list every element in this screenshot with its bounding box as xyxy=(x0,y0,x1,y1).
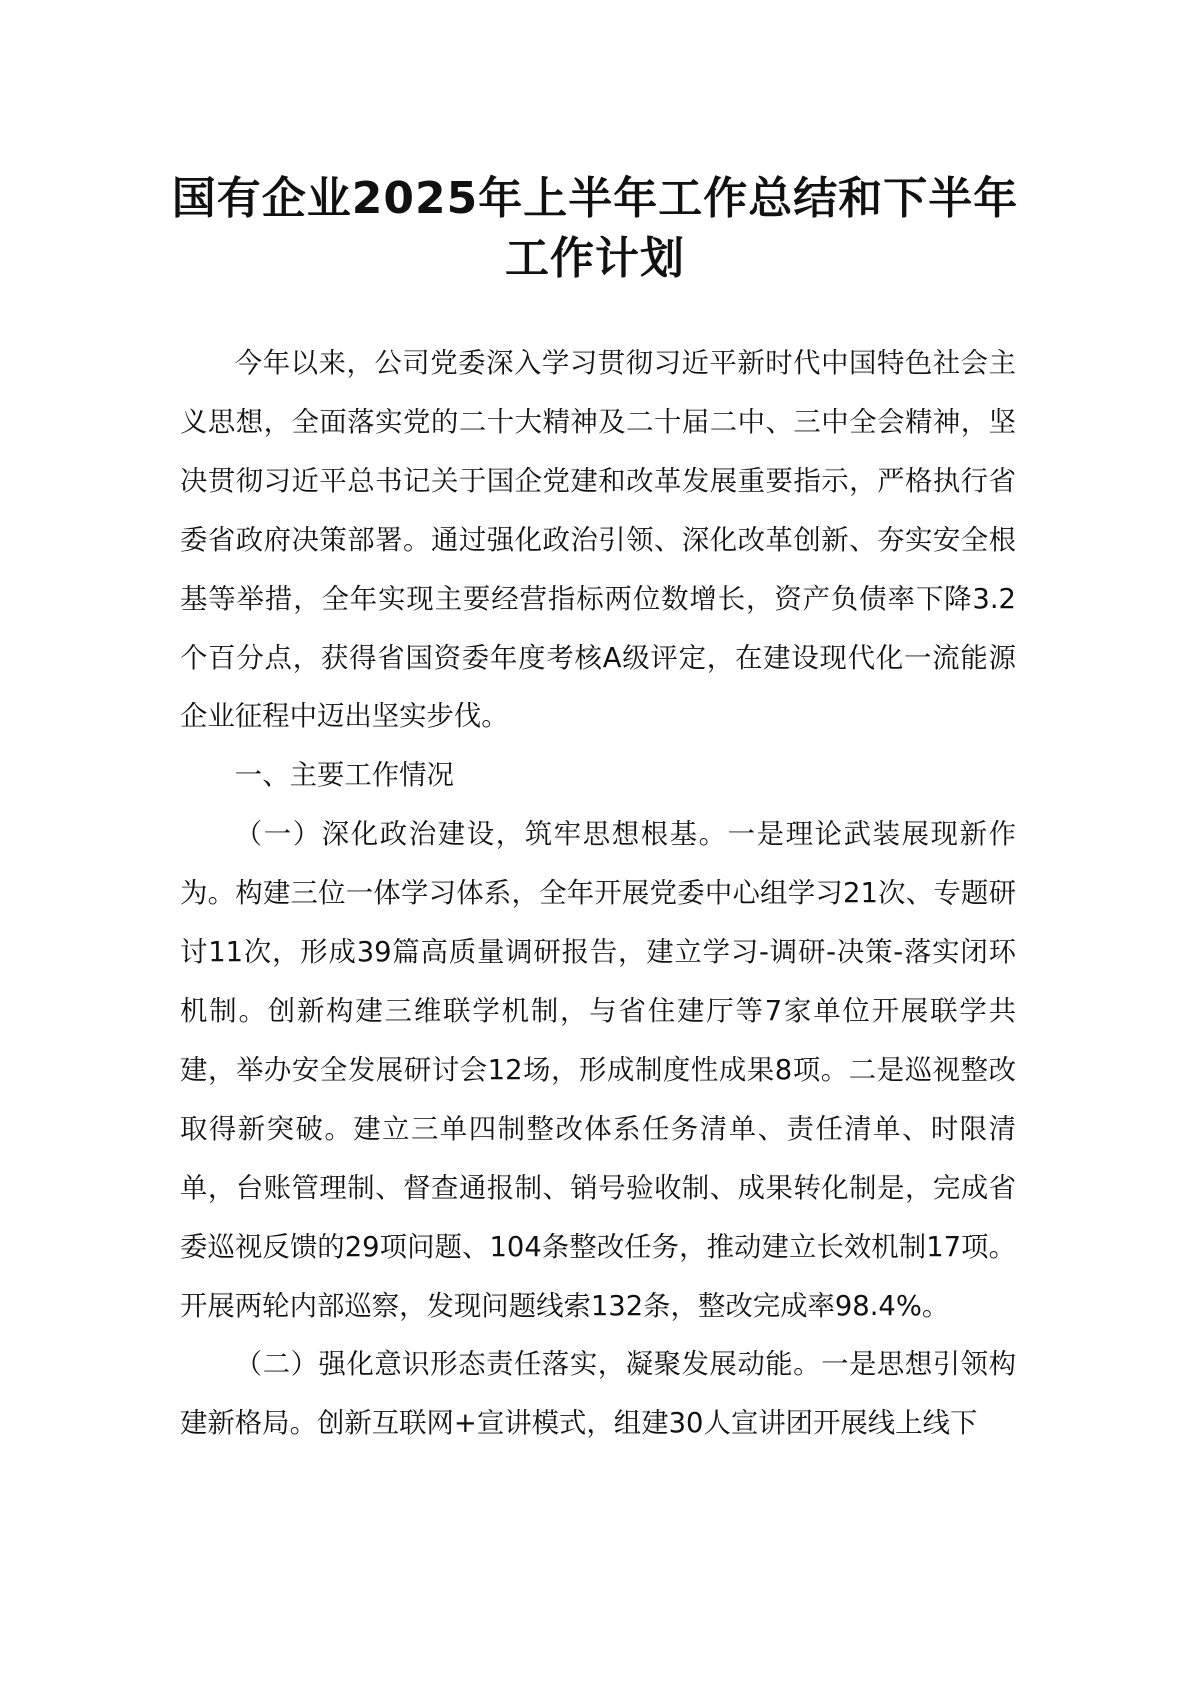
title-line-1: 国有企业2025年上半年工作总结和下半年 xyxy=(171,173,1019,225)
subsection-ideology-responsibility: （二）强化意识形态责任落实，凝聚发展动能。一是思想引领构建新格局。创新互联网+宣讲模式，组建30人宣讲团开展线上线下 xyxy=(180,1349,1016,1440)
subsection-political-building: （一）深化政治建设，筑牢思想根基。一是理论武装展现新作为。构建三位一体学习体系，全年开展党委中心组学习21次、专题研讨11次，形成39篇高质量调研报告，建立学习-调研-决策-落实闭环机制。创新构建三维联学机制，与省住建厅等7家单位开展联学共建，举办安全发展研讨会12场，形成制度性成果8项。二是巡视整改取得新突破。建立三单四制整改体系任务清单、责任清单、时限清单，台账管理制、督查通报制、销号验收制、成果转化制是，完成省委巡视反馈的29项问题、104条整改任务，推动建立长效机制17项。开展两轮内部巡察，发现问题线索132条，整改完成率98.4%。 xyxy=(180,819,1016,1322)
document-title xyxy=(150,169,1040,289)
document-body xyxy=(180,335,1016,1454)
intro-paragraph: 今年以来，公司党委深入学习贯彻习近平新时代中国特色社会主义思想，全面落实党的二十大精神及二十届二中、三中全会精神，坚决贯彻习近平总书记关于国企党建和改革发展重要指示，严格执行省委省政府决策部署。通过强化政治引领、深化改革创新、夯实安全根基等举措，全年实现主要经营指标两位数增长，资产负债率下降3.2个百分点，获得省国资委年度考核A级评定，在建设现代化一流能源企业征程中迈出坚实步伐。 xyxy=(180,348,1016,733)
title-line-2: 工作计划 xyxy=(505,233,685,285)
section-heading-main-work: 一、主要工作情况 xyxy=(234,760,454,792)
